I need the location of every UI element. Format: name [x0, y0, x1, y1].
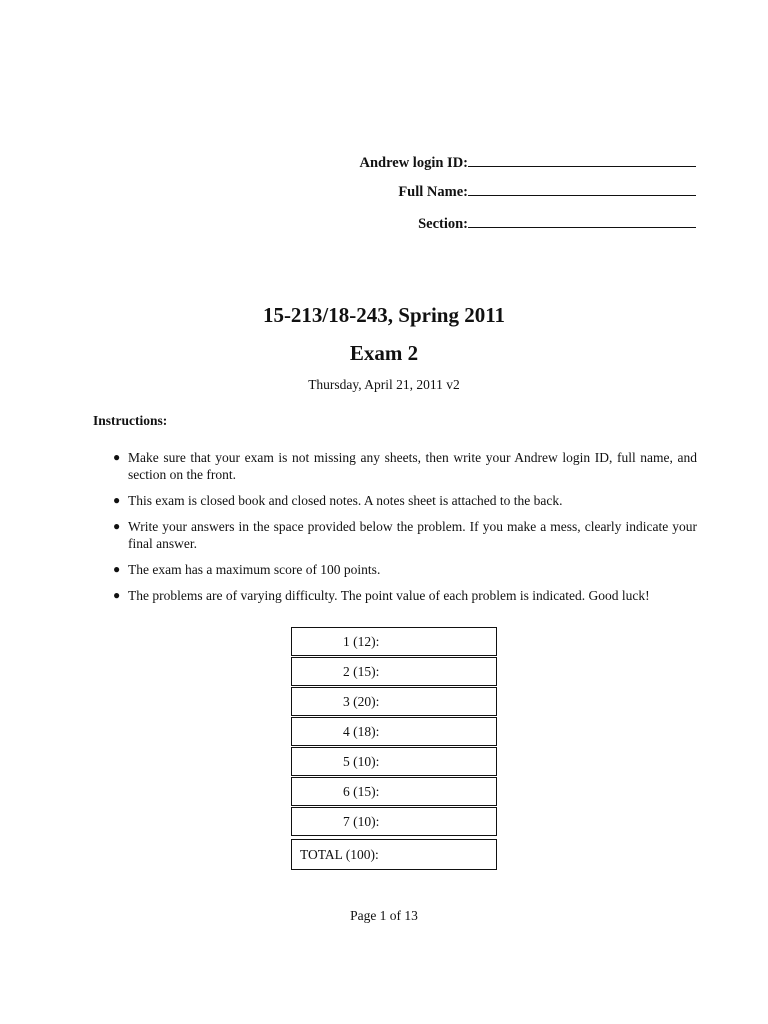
- score-row-label: 6 (15):: [343, 783, 380, 799]
- score-row-4[interactable]: [291, 717, 497, 746]
- score-row-2[interactable]: [291, 657, 497, 686]
- score-row-5[interactable]: [291, 747, 497, 776]
- score-row-1[interactable]: [291, 627, 497, 656]
- instruction-item: [111, 518, 697, 552]
- section-blank[interactable]: [468, 215, 696, 228]
- instruction-item: [111, 449, 697, 483]
- score-total-label: TOTAL (100):: [300, 846, 379, 862]
- score-row-label: 1 (12):: [343, 633, 380, 649]
- instruction-text: The exam has a maximum score of 100 points.: [128, 562, 381, 577]
- page-number: Page 1 of 13: [350, 908, 418, 923]
- exam-date: Thursday, April 21, 2011 v2: [308, 377, 460, 392]
- exam-title: Exam 2: [349, 341, 419, 365]
- instruction-item: [111, 492, 697, 509]
- student-info-form: [316, 154, 696, 232]
- score-row-label: 2 (15):: [343, 663, 380, 679]
- full-name-row: [316, 183, 696, 200]
- course-title: 15-213/18-243, Spring 2011: [262, 303, 506, 327]
- login-id-label: Andrew login ID:: [359, 155, 468, 171]
- section-label: Section:: [418, 216, 468, 232]
- score-table: [291, 627, 497, 871]
- score-row-7[interactable]: [291, 807, 497, 836]
- bullet-icon: ●: [113, 562, 121, 576]
- login-id-blank[interactable]: [468, 154, 696, 167]
- full-name-blank[interactable]: [468, 183, 696, 196]
- instruction-text: The problems are of varying difficulty. The point value of each problem is indicated. Good luck!: [128, 588, 650, 603]
- bullet-icon: ●: [113, 493, 121, 507]
- score-row-label: 3 (20):: [343, 693, 380, 709]
- bullet-icon: ●: [113, 450, 121, 464]
- score-row-total[interactable]: [291, 839, 497, 870]
- score-row-label: 4 (18):: [343, 723, 380, 739]
- score-row-6[interactable]: [291, 777, 497, 806]
- instruction-item: [111, 587, 697, 604]
- instruction-text: Write your answers in the space provided below the problem. If you make a mess, clearly indicate your final answer.: [128, 519, 697, 551]
- bullet-icon: ●: [113, 588, 121, 602]
- score-row-3[interactable]: [291, 687, 497, 716]
- section-row: [316, 215, 696, 232]
- score-row-label: 5 (10):: [343, 753, 380, 769]
- login-id-row: [316, 154, 696, 171]
- instruction-text: Make sure that your exam is not missing any sheets, then write your Andrew login ID, full name, and section on the front.: [128, 450, 697, 482]
- full-name-label: Full Name:: [398, 183, 468, 200]
- bullet-icon: ●: [113, 519, 121, 533]
- instruction-item: [111, 561, 697, 578]
- score-row-label: 7 (10):: [343, 813, 380, 829]
- instruction-text: This exam is closed book and closed notes. A notes sheet is attached to the back.: [128, 493, 563, 508]
- instructions-heading: Instructions:: [93, 413, 168, 428]
- instructions-list: [111, 449, 697, 613]
